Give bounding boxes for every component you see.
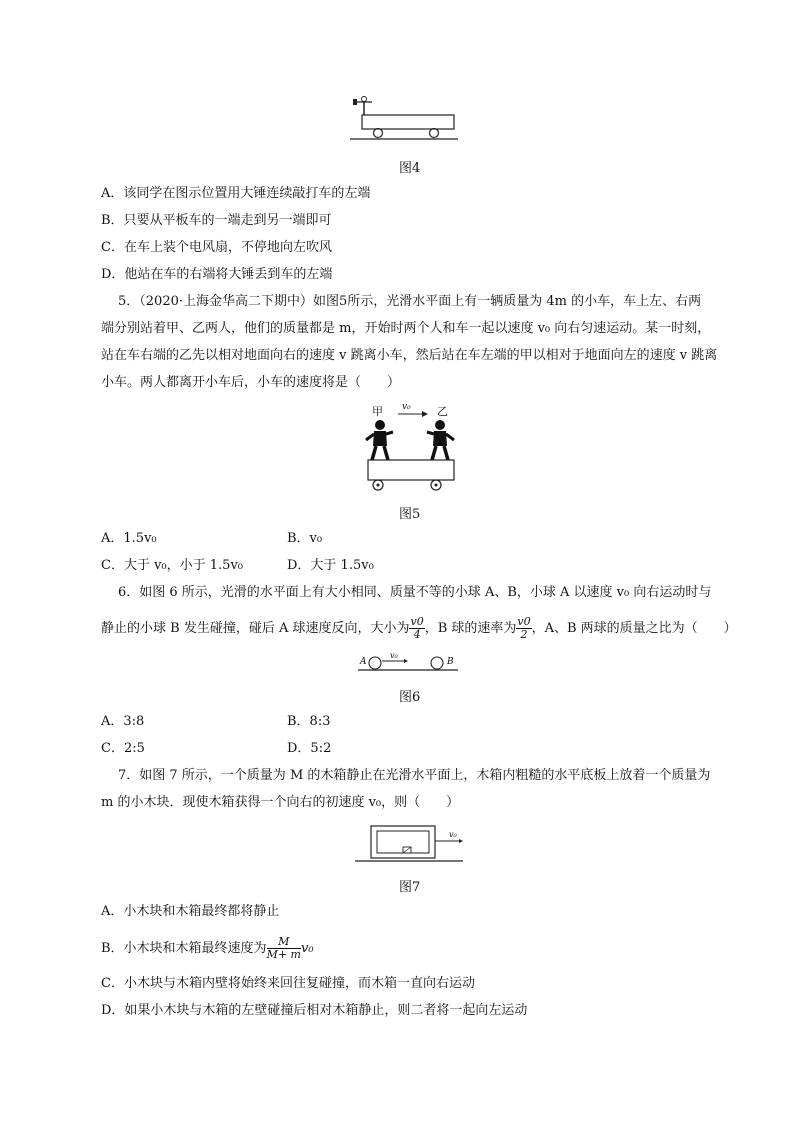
q5-text-line1: 5．（2020·上海金华高二下期中）如图5所示，光滑水平面上有一辆质量为 4m 的小车，车上左、右两 [118, 294, 702, 309]
q6-option-b: B．8:3 [287, 714, 331, 729]
q7-option-b-text: B．小木块和木箱最终速度为 [101, 941, 267, 956]
figure6-label-b: B [447, 657, 454, 667]
figure4-diagram [350, 95, 460, 145]
q7-option-b-fraction: $\frac{M}{M+ m}$ [266, 935, 301, 961]
q5-option-c: C．大于 v₀，小于 1.5v₀ [101, 558, 243, 573]
q5-option-b: B．v₀ [287, 531, 323, 546]
q7-text-line2: m 的小木块．现使木箱获得一个向右的初速度 v₀，则（ ） [101, 795, 460, 810]
figure6-label-a: A [360, 657, 367, 667]
q6-text-line1: 6．如图 6 所示，光滑的水平面上有大小相同、质量不等的小球 A、B，小球 A 以速度 v₀ 向右运动时与 [118, 585, 712, 600]
q6-option-d: D．5:2 [287, 741, 332, 756]
q7-option-b-v0: v₀ [300, 941, 314, 956]
figure5-caption: 图5 [399, 507, 421, 522]
q6-text-line2-part-c: ，A、B 两球的质量之比为（ ） [531, 621, 737, 636]
figure6-diagram [358, 655, 458, 675]
q4-option-d: D．他站在车的右端将大锤丢到车的左端 [101, 267, 333, 282]
figure7-caption: 图7 [399, 880, 421, 895]
q5-text-line3: 站在车右端的乙先以相对地面向右的速度 v 跳离小车，然后站在车左端的甲以相对于地面向左的速度 v 跳离 [101, 348, 718, 363]
figure6-caption: 图6 [399, 690, 421, 705]
figure5-label-yi: 乙 [437, 405, 448, 418]
figure4-caption: 图4 [399, 161, 421, 176]
q5-option-a: A．1.5v₀ [101, 531, 157, 546]
q5-option-d: D．大于 1.5v₀ [287, 558, 374, 573]
figure5-velocity-label: v₀ [402, 402, 411, 412]
q4-option-c: C．在车上装个电风扇，不停地向左吹风 [101, 240, 332, 255]
q6-option-a: A．3:8 [101, 714, 145, 729]
q7-text-line1: 7．如图 7 所示，一个质量为 M 的木箱静止在光滑水平面上，木箱内粗糙的水平底板上放着一个质量为 [118, 768, 711, 783]
q6-text-line2-part-b: ，B 球的速率为 [424, 621, 517, 636]
figure7-diagram [355, 824, 465, 866]
figure5-label-jia: 甲 [372, 405, 383, 418]
q7-option-a: A．小木块和木箱最终都将静止 [101, 904, 280, 919]
q6-fraction-v0-over-2: $\frac{v0}{2}$ [517, 615, 531, 641]
q6-text-line2-part-a: 静止的小球 B 发生碰撞，碰后 A 球速度反向，大小为 [101, 621, 410, 636]
q4-option-b: B．只要从平板车的一端走到另一端即可 [101, 213, 332, 228]
q6-fraction-v0-over-4: $\frac{v0}{4}$ [410, 615, 424, 641]
q7-option-d: D．如果小木块与木箱的左壁碰撞后相对木箱静止，则二者将一起向左运动 [101, 1003, 528, 1018]
q5-text-line2: 端分别站着甲、乙两人，他们的质量都是 m，开始时两个人和车一起以速度 v₀ 向右匀速运动。某一时刻， [101, 321, 711, 336]
figure6-velocity-label: v₀ [390, 651, 398, 660]
q7-option-c: C．小木块与木箱内壁将始终来回往复碰撞，而木箱一直向右运动 [101, 976, 475, 991]
q4-option-a: A．该同学在图示位置用大锤连续敲打车的左端 [101, 186, 371, 201]
q6-text-line2 [101, 616, 737, 641]
figure7-velocity-label: v₀ [449, 830, 457, 839]
q5-text-line4: 小车。两人都离开小车后，小车的速度将是（ ） [101, 375, 401, 390]
q6-option-c: C．2:5 [101, 741, 145, 756]
q7-option-b [101, 936, 314, 961]
figure5-diagram [360, 410, 460, 495]
